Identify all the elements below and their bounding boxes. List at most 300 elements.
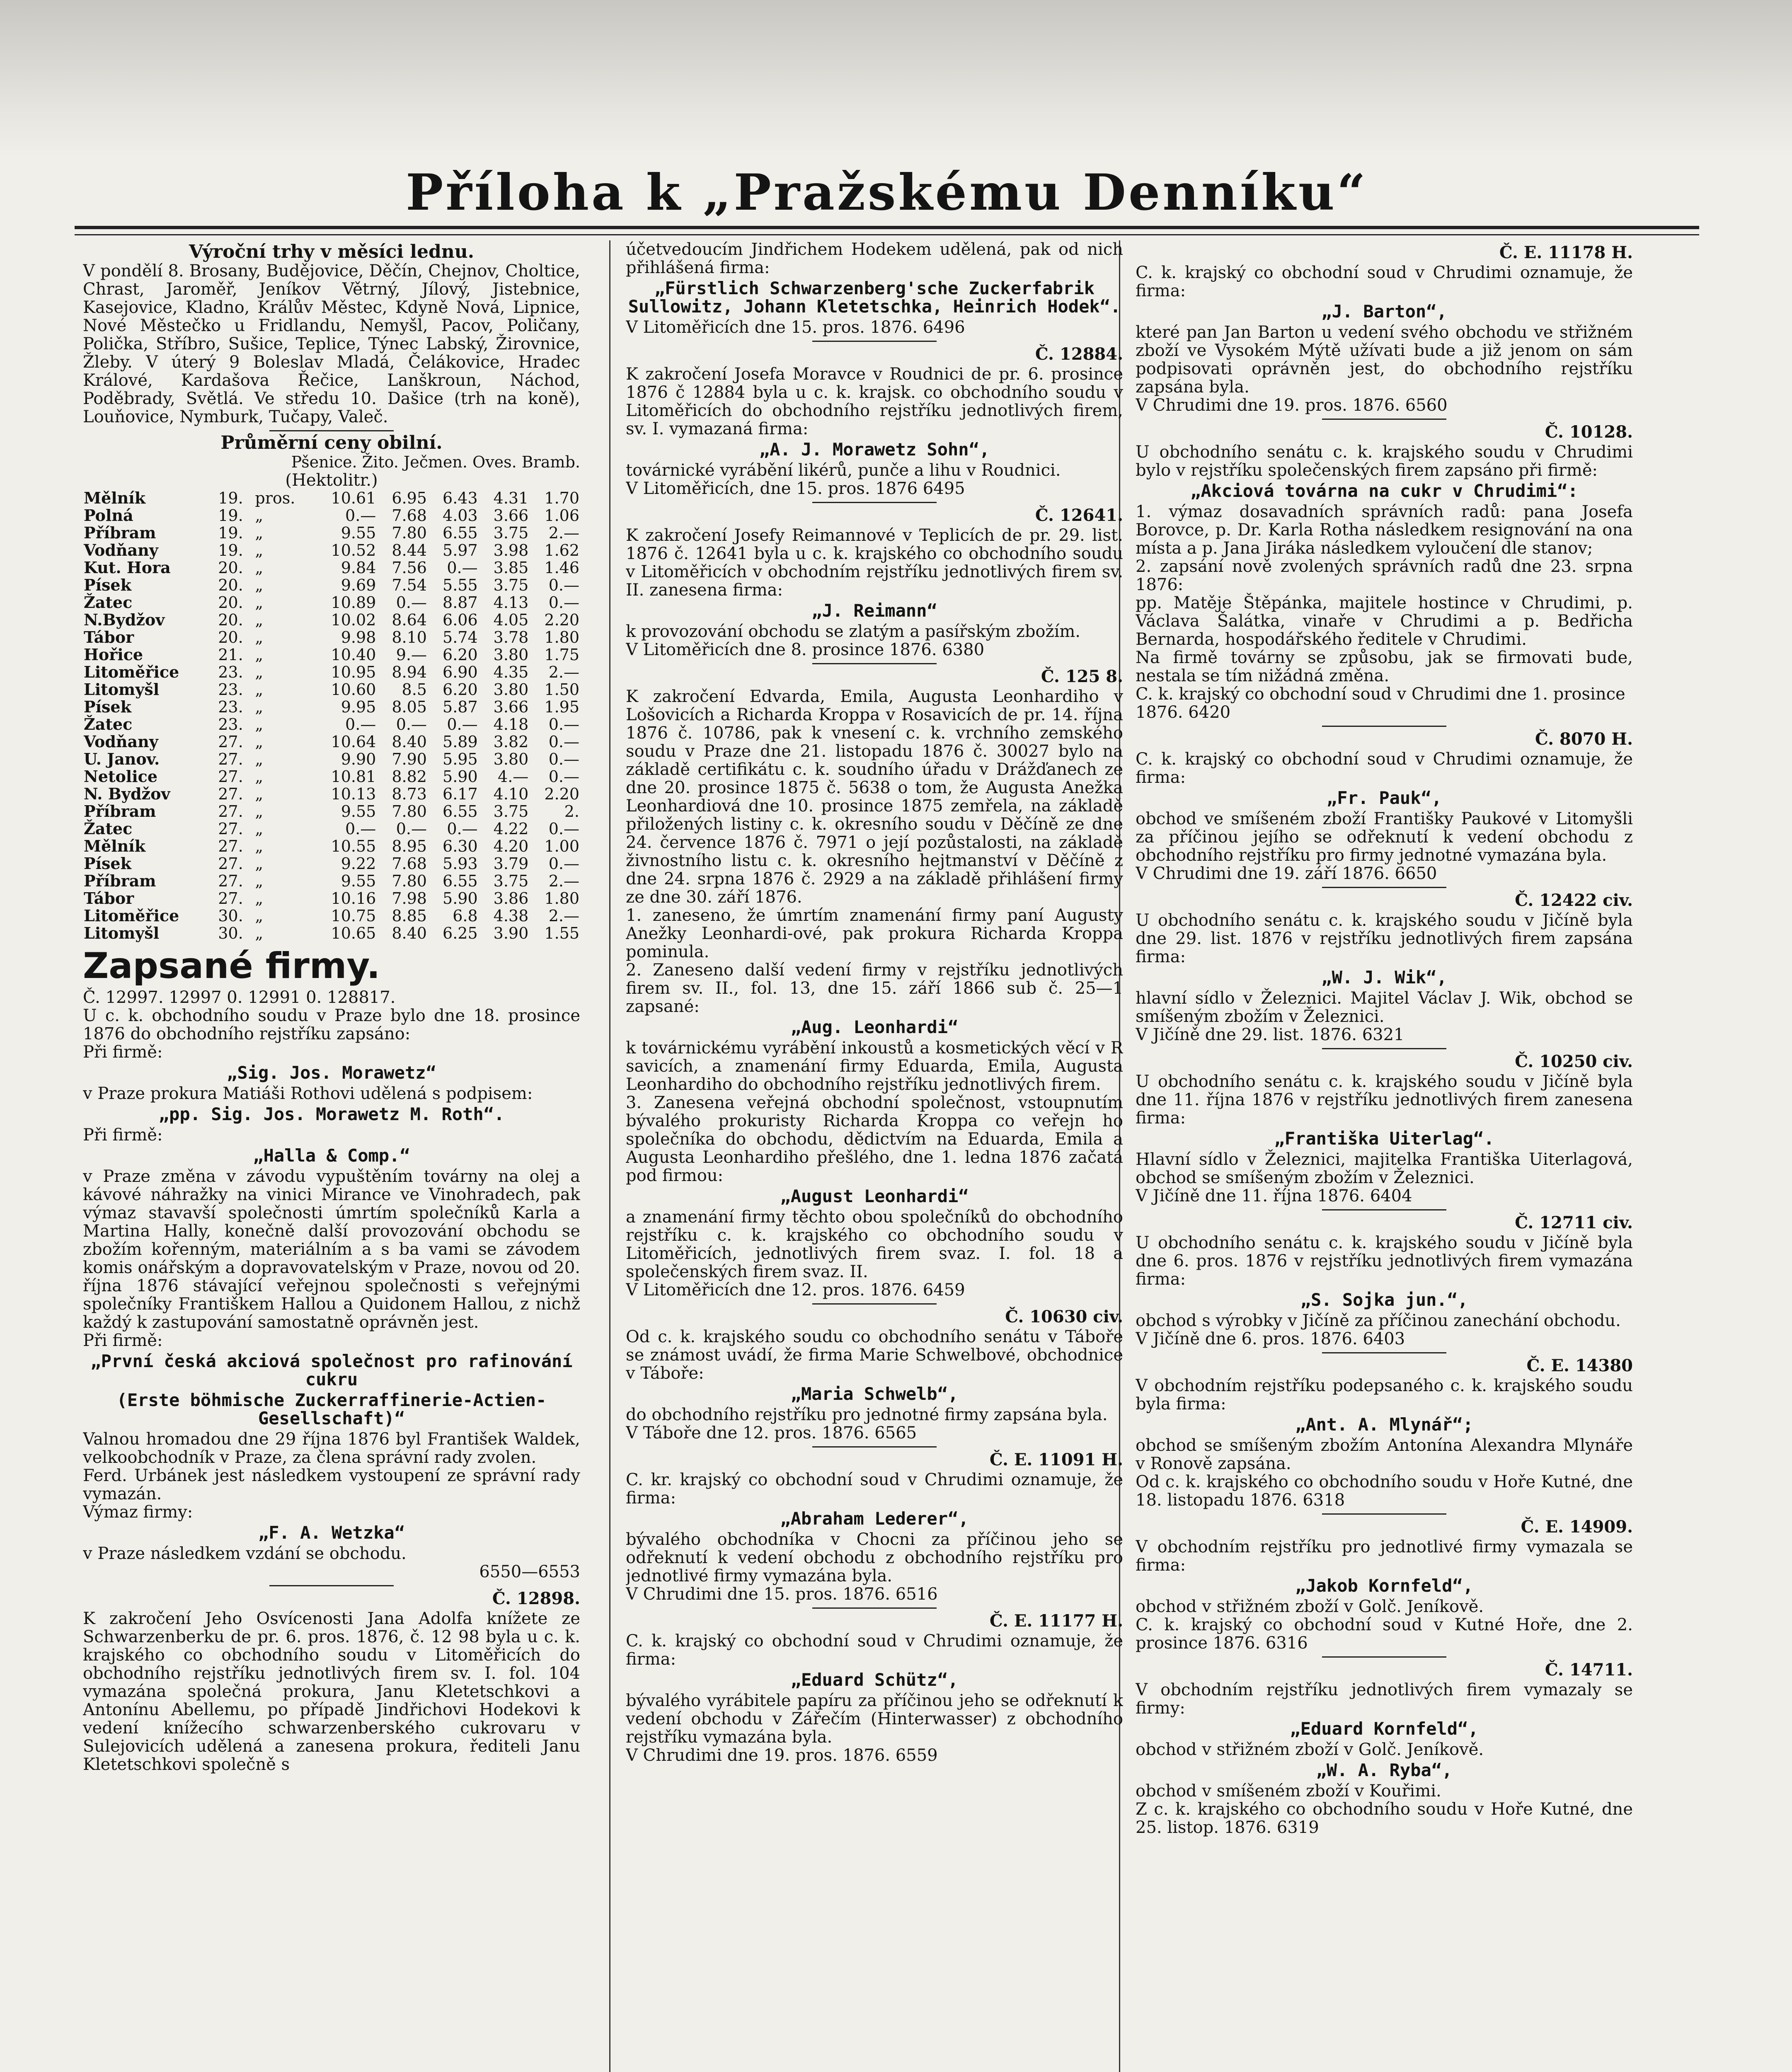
price-cell: 10.64 — [331, 733, 376, 751]
price-cell: Mělník — [84, 837, 146, 855]
entry-paragraph: bývalého obchodníka v Chocni za příčinou jeho se odřeknutí k vedení obchodu z obchodního rejstříku pro jednotlivé firmy vymazána byla. — [626, 1530, 1123, 1585]
entry-paragraph: a znamenání firmy těchto obou společníků do obchodního rejstříku c. k. krajského co obchodního soudu v Litoměřicích, jednotlivých firem svaz. I. fol. 18 a společenských firem svaz. II. — [626, 1208, 1123, 1281]
price-cell: 9.22 — [341, 854, 376, 873]
price-cell: Polná — [84, 506, 133, 525]
price-row — [83, 820, 580, 838]
price-cell: 1.06 — [544, 506, 579, 525]
entry-number: Č. 125 8. — [1041, 667, 1123, 686]
price-cell: 5.90 — [443, 889, 478, 908]
entry-rule — [812, 1303, 937, 1305]
page-header: Příloha k „Pražskému Denníku“ — [406, 163, 1368, 222]
price-row — [83, 542, 580, 559]
entry-line: V Chrudimi dne 19. pros. 1876. 6560 — [1136, 396, 1448, 415]
entry-paragraph: Hlavní sídlo v Železnici, majitelka Františka Uiterlagová, obchod se smíšeným zbožím v Železnici. — [1136, 1150, 1633, 1187]
price-cell: 6.20 — [443, 646, 478, 664]
price-cell: U. Janov. — [84, 750, 160, 768]
entry-number: Č. 12641. — [1035, 506, 1123, 525]
price-cell: 0.— — [345, 506, 376, 525]
price-cell: „ — [255, 733, 264, 751]
entry-paragraph: obchod v střižném zboží v Golč. Jeníkově. — [1136, 1597, 1484, 1616]
entry-paragraph: obchod v smíšeném zboží v Kouřimi. — [1136, 1782, 1441, 1801]
price-cell: 30. — [218, 924, 243, 942]
firm-name: „Halla & Comp.“ — [253, 1145, 410, 1166]
price-cell: 2.— — [548, 872, 579, 890]
entry-line: Č. 12997. 12997 0. 12991 0. 128817. — [83, 988, 396, 1007]
price-cell: „ — [255, 524, 264, 542]
entry-rule — [1322, 887, 1446, 888]
firm-name: „J. Barton“, — [1321, 301, 1447, 322]
entry-paragraph: do obchodního rejstříku pro jednotné firmy zapsána byla. — [626, 1405, 1108, 1424]
price-cell: 0.— — [447, 559, 478, 577]
entry-line: V Chrudimi dne 19. pros. 1876. 6559 — [626, 1746, 938, 1765]
price-cell: 5.55 — [443, 576, 478, 594]
firm-name: „Eduard Schütz“, — [790, 1670, 959, 1690]
entry-rule — [1322, 419, 1446, 420]
firm-name: „F. A. Wetzka“ — [258, 1523, 405, 1543]
price-cell: 0.— — [548, 715, 579, 733]
firms-title: Zapsané firmy. — [83, 945, 380, 987]
entry-paragraph: pp. Matěje Štěpánka, majitele hostince v Chrudimi, p. Václava Šalátka, vinaře v Chrudimi a p. Bedřicha Bernarda, hospodářského ředitele v Chrudimi. — [1136, 593, 1633, 649]
entry-paragraph: Ferd. Urbánek jest následkem vystoupení ze správní rady vymazán. — [83, 1466, 580, 1503]
entry-rule — [812, 1446, 937, 1447]
entry-paragraph: Valnou hromadou dne 29 října 1876 byl František Waldek, velkoobchodník v Praze, za člena správní rady zvolen. — [83, 1430, 580, 1467]
prices-header: Pšenice. Žito. Ječmen. Oves. Bramb. — [291, 453, 580, 471]
column-1 — [83, 240, 580, 2072]
price-cell: 7.68 — [392, 854, 427, 873]
entry-number: Č. 14711. — [1545, 1660, 1633, 1680]
entry-rule — [269, 1585, 394, 1586]
price-row — [83, 559, 580, 576]
entry-line: C. k. krajský co obchodní soud v Chrudimi dne 1. prosince 1876. 6420 — [1136, 685, 1625, 722]
price-cell: 5.97 — [443, 541, 478, 559]
entry-rule — [812, 1607, 937, 1609]
entry-reference: 6550—6553 — [479, 1562, 580, 1581]
price-cell: 20. — [218, 593, 243, 612]
entry-paragraph: 1. výmaz dosavadních správních radů: pana Josefa Borovce, p. Dr. Karla Rotha následkem resignování na ona místa a p. Jana Jiráka následkem vyloučení dle stanov; — [1136, 502, 1633, 558]
price-cell: „ — [255, 820, 264, 838]
entry-line: Při firmě: — [83, 1331, 163, 1350]
price-cell: pros. — [255, 489, 295, 507]
entry-paragraph: k provozování obchodu se zlatým a pasířským zbožím. — [626, 622, 1081, 641]
price-cell: 7.98 — [392, 889, 427, 908]
price-cell: Žatec — [84, 819, 133, 838]
col1-entries — [83, 988, 580, 1774]
price-cell: 3.75 — [493, 524, 529, 542]
price-cell: 9.90 — [341, 750, 376, 768]
price-cell: N.Bydžov — [84, 610, 165, 629]
price-cell: 3.75 — [493, 576, 529, 594]
price-cell: Příbram — [84, 523, 156, 542]
price-cell: 10.13 — [331, 785, 376, 803]
entry-line: V Táboře dne 12. pros. 1876. 6565 — [626, 1423, 917, 1443]
entry-paragraph: hlavní sídlo v Železnici. Majitel Václav J. Wik, obchod se smíšeným zbožím v Železnici. — [1136, 989, 1633, 1026]
price-cell: 3.75 — [493, 802, 529, 821]
entry-number: Č. E. 14909. — [1521, 1517, 1633, 1537]
price-cell: 19. — [218, 524, 243, 542]
entry-paragraph: obchod ve smíšeném zboží Františky Paukové v Litomyšli za příčinou jejího se odřeknutí k vedení obchodu z obchodního rejstříku pro firmy jednotné vymazána byla. — [1136, 809, 1633, 865]
entry-line: V Jičíně dne 6. pros. 1876. 6403 — [1136, 1329, 1405, 1348]
price-cell: 0.— — [447, 820, 478, 838]
entry-rule — [812, 663, 937, 664]
price-row — [83, 803, 580, 820]
entry-paragraph: bývalého vyrábitele papíru za příčinou jeho se odřeknutí k vedení obchodu v Zářečím (Hinterwasser) z obchodního rejstříku vymazána byla. — [626, 1691, 1123, 1747]
entry-line: V Jičíně dne 29. list. 1876. 6321 — [1136, 1025, 1405, 1044]
price-cell: „ — [255, 663, 264, 681]
price-cell: „ — [255, 506, 264, 525]
entry-line: V Litoměřicích dne 15. pros. 1876. 6496 — [626, 318, 965, 337]
price-cell: 4.— — [498, 767, 529, 786]
price-cell: „ — [255, 680, 264, 699]
price-cell: 6.8 — [453, 907, 478, 925]
entry-number: Č. E. 11091 H. — [989, 1450, 1123, 1469]
price-cell: 20. — [218, 576, 243, 594]
price-cell: 10.60 — [331, 680, 376, 699]
price-cell: 10.61 — [331, 489, 376, 507]
price-cell: 20. — [218, 611, 243, 629]
entry-paragraph: V obchodním rejstříku jednotlivých firem vymazaly se firmy: — [1136, 1680, 1633, 1718]
price-row — [83, 750, 580, 768]
fairs-text — [83, 262, 580, 426]
price-cell: 9.— — [396, 646, 427, 664]
firm-name: „August Leonhardi“ — [780, 1186, 969, 1206]
prices-title: Průměrní ceny obilní. — [220, 432, 443, 453]
price-cell: 3.98 — [493, 541, 529, 559]
price-cell: 4.22 — [493, 820, 529, 838]
price-cell: 6.55 — [443, 524, 478, 542]
price-cell: 6.06 — [443, 611, 478, 629]
price-row — [83, 489, 580, 507]
firm-name: „pp. Sig. Jos. Morawetz M. Roth“. — [158, 1104, 505, 1124]
price-cell: 20. — [218, 628, 243, 646]
entry-paragraph: k továrnickému vyrábění inkoustů a kosmetických věcí v R savicích, a znamenání firmy Eduarda, Emila, Augusta Leonhardiho do obchodního rejstříku jednotlivých firem. — [626, 1038, 1123, 1094]
entry-number: Č. 12711 civ. — [1515, 1213, 1633, 1232]
price-cell: 1.75 — [544, 646, 579, 664]
entry-number: Č. 10250 civ. — [1515, 1052, 1633, 1071]
price-cell: 8.40 — [392, 733, 427, 751]
price-cell: 3.86 — [493, 889, 529, 908]
price-cell: 6.95 — [392, 489, 427, 507]
price-cell: 3.90 — [493, 924, 529, 942]
price-cell: 20. — [218, 559, 243, 577]
price-row — [83, 646, 580, 663]
price-cell: 7.54 — [392, 576, 427, 594]
firm-name: „Aug. Leonhardi“ — [790, 1017, 959, 1037]
price-row — [83, 838, 580, 855]
entry-rule — [1322, 726, 1446, 727]
price-cell: 10.75 — [331, 907, 376, 925]
entry-number: Č. 12884. — [1035, 344, 1123, 364]
entry-paragraph: C. k. krajský co obchodní soud v Chrudimi oznamuje, že firma: — [1136, 263, 1633, 300]
entry-number: Č. 12422 civ. — [1515, 891, 1633, 910]
entry-paragraph: v Praze změna v závodu vypuštěním továrny na olej a kávové náhražky na vinici Mirance ve Vinohradech, pak výmaz stavavší společnosti úmrtím společníků Karla a Martina Hally, konečně další provozování obchodu se zbožím kořenným, materiálním a s ba vami se závodem komis onářským a dopravovatelským v Praze, novou od 20. října 1876 stávající veřejnou společnosti s veřejnými společníky Františkem Hallou a Quidonem Hallou, z nichž každý k zastupování samostatně oprávněn jest. — [83, 1167, 580, 1332]
price-cell: 23. — [218, 698, 243, 716]
entry-paragraph: Od c. k. krajského soudu co obchodního senátu v Táboře se známost uvádí, že firma Marie Schwelbové, obchodnice v Táboře: — [626, 1327, 1123, 1383]
price-row — [83, 872, 580, 890]
price-cell: 0.— — [548, 854, 579, 873]
entry-rule — [1322, 1048, 1446, 1049]
price-cell: 4.18 — [493, 715, 529, 733]
price-cell: 8.87 — [443, 593, 478, 612]
price-cell: 4.03 — [443, 506, 478, 525]
entry-number: Č. E. 14380 — [1526, 1356, 1633, 1375]
price-cell: 6.20 — [443, 680, 478, 699]
price-cell: 3.85 — [493, 559, 529, 577]
entry-paragraph: které pan Jan Barton u vedení svého obchodu ve střižném zboží ve Vysokém Mýtě užívati bude a již jenom on sám podpisovati oprávněn jest, do obchodního rejstříku zapsána byla. — [1136, 323, 1633, 397]
entry-number: Č. 12898. — [492, 1589, 580, 1608]
price-cell: 4.35 — [493, 663, 529, 681]
price-cell: Písek — [84, 697, 131, 716]
price-cell: 27. — [218, 767, 243, 786]
price-cell: 8.85 — [392, 907, 427, 925]
price-cell: 8.44 — [392, 541, 427, 559]
price-cell: 5.95 — [443, 750, 478, 768]
price-cell: 3.66 — [493, 506, 529, 525]
entry-line: V Chrudimi dne 19. září 1876. 6650 — [1136, 864, 1437, 883]
price-row — [83, 524, 580, 542]
price-cell: Tábor — [84, 628, 134, 646]
price-row — [83, 576, 580, 594]
entry-paragraph: 3. Zanesena veřejná obchodní společnost, vstoupnutím bývalého prokuristy Richarda Kroppa co veřejn ho společníka do obchodu, dědictvím na Eduarda, Emila a Augusta Leonhardiho přešlého, dne 1. ledna 1876 začatá pod firmou: — [626, 1093, 1123, 1185]
price-cell: 9.84 — [341, 559, 376, 577]
price-cell: Žatec — [84, 715, 133, 733]
price-cell: 2.20 — [544, 611, 579, 629]
price-cell: 27. — [218, 802, 243, 821]
price-cell: „ — [255, 924, 264, 942]
price-cell: 10.16 — [331, 889, 376, 908]
price-cell: 10.81 — [331, 767, 376, 786]
entry-paragraph: C. kr. krajský co obchodní soud v Chrudimi oznamuje, že firma: — [626, 1470, 1123, 1508]
price-cell: Kut. Hora — [84, 558, 171, 577]
price-cell: 3.80 — [493, 750, 529, 768]
firm-name: „Fr. Pauk“, — [1326, 788, 1442, 808]
entry-paragraph: 2. zapsání nově zvolených správních radů dne 23. srpna 1876: — [1136, 557, 1633, 594]
price-cell: 27. — [218, 854, 243, 873]
price-cell: Mělník — [84, 489, 146, 507]
price-row — [83, 698, 580, 716]
price-cell: 3.79 — [493, 854, 529, 873]
price-cell: 3.75 — [493, 872, 529, 890]
entry-paragraph: účetvedoucím Jindřichem Hodekem udělená, pak od nich přihlášená firma: — [626, 240, 1123, 277]
price-cell: 6.55 — [443, 872, 478, 890]
price-cell: N. Bydžov — [84, 784, 170, 803]
entry-paragraph: C. k. krajský co obchodní soud v Chrudimi oznamuje, že firma: — [626, 1631, 1123, 1669]
entry-line: Výmaz firmy: — [83, 1503, 193, 1522]
price-cell: 8.05 — [392, 698, 427, 716]
price-cell: „ — [255, 767, 264, 786]
price-cell: 4.20 — [493, 837, 529, 855]
entry-rule — [1322, 1352, 1446, 1353]
entry-paragraph: U obchodního senátu c. k. krajského soudu v Chrudimi bylo v rejstříku společenských firem zapsáno při firmě: — [1136, 443, 1633, 480]
price-cell: 4.38 — [493, 907, 529, 925]
section-rule — [269, 430, 394, 431]
price-cell: 2.— — [548, 524, 579, 542]
entry-line: v Praze následkem vzdání se obchodu. — [83, 1544, 407, 1563]
price-cell: 10.65 — [331, 924, 376, 942]
price-cell: 8.94 — [392, 663, 427, 681]
header-rule-thick — [75, 226, 1699, 229]
price-row — [83, 907, 580, 925]
price-cell: „ — [255, 611, 264, 629]
entry-number: Č. 8070 H. — [1535, 729, 1633, 749]
entry-line: V Chrudimi dne 15. pros. 1876. 6516 — [626, 1585, 938, 1604]
price-cell: Písek — [84, 576, 131, 594]
firm-name: „Ant. A. Mlynář“; — [1295, 1414, 1473, 1435]
price-cell: 4.10 — [493, 785, 529, 803]
entry-paragraph: obchod v střižném zboží v Golč. Jeníkově. — [1136, 1740, 1484, 1759]
entry-paragraph: K zakročení Josefy Reimannové v Teplicích de pr. 29. list. 1876 č. 12641 byla u c. k. krajského co obchodního soudu v Litoměřicích v obchodním rejstříku jednotlivých firem sv. II. zanesena firma: — [626, 526, 1123, 600]
price-cell: 4.13 — [493, 593, 529, 612]
column-divider-1 — [609, 240, 610, 2072]
entry-paragraph: U obchodního senátu c. k. krajského soudu v Jičíně byla dne 11. října 1876 v rejstříku jednotlivých firem zanesena firma: — [1136, 1072, 1633, 1128]
price-cell: 6.25 — [443, 924, 478, 942]
entry-paragraph: U c. k. obchodního soudu v Praze bylo dne 18. prosince 1876 do obchodního rejstříku zapsáno: — [83, 1006, 580, 1043]
entry-paragraph: K zakročení Josefa Moravce v Roudnici de pr. 6. prosince 1876 č 12884 byla u c. k. krajsk. co obchodního soudu v Litoměřicích do obchodního rejstříku jednotlivých firem, sv. I. vymazaná firma: — [626, 365, 1123, 438]
price-cell: 1.80 — [544, 889, 579, 908]
price-cell: 30. — [218, 907, 243, 925]
price-cell: 3.80 — [493, 680, 529, 699]
price-cell: 5.90 — [443, 767, 478, 786]
entry-paragraph: obchod s výrobky v Jičíně za příčinou zanechání obchodu. — [1136, 1311, 1621, 1330]
price-cell: „ — [255, 593, 264, 612]
firm-name: „A. J. Morawetz Sohn“, — [759, 439, 990, 460]
price-cell: 6.30 — [443, 837, 478, 855]
price-cell: 5.93 — [443, 854, 478, 873]
price-row — [83, 716, 580, 733]
price-cell: 10.40 — [331, 646, 376, 664]
price-row — [83, 663, 580, 681]
price-cell: 5.89 — [443, 733, 478, 751]
price-cell: „ — [255, 837, 264, 855]
price-cell: 8.5 — [402, 680, 427, 699]
price-cell: 5.74 — [443, 628, 478, 646]
column-2 — [626, 240, 1123, 2072]
price-cell: „ — [255, 785, 264, 803]
price-cell: 9.98 — [341, 628, 376, 646]
fairs-title: Výroční trhy v měsíci lednu. — [189, 241, 475, 262]
price-cell: „ — [255, 872, 264, 890]
price-cell: 1.62 — [544, 541, 579, 559]
entry-paragraph: U obchodního senátu c. k. krajského soudu v Jičíně byla dne 29. list. 1876 v rejstříku jednotlivých firem zapsána firma: — [1136, 911, 1633, 966]
price-cell: 0.— — [548, 733, 579, 751]
price-row — [83, 681, 580, 698]
price-cell: 2.— — [548, 663, 579, 681]
price-cell: „ — [255, 889, 264, 908]
price-row — [83, 925, 580, 942]
price-cell: 8.95 — [392, 837, 427, 855]
firm-name: „Fürstlich Schwarzenberg'sche Zuckerfabrik Sullowitz, Johann Kletetschka, Heinrich Hodek“. — [628, 278, 1121, 317]
entry-number: Č. E. 11177 H. — [989, 1611, 1123, 1631]
price-cell: 9.55 — [341, 524, 376, 542]
col2-entries — [626, 240, 1123, 1765]
entry-rule — [1322, 1513, 1446, 1515]
price-cell: 3.66 — [493, 698, 529, 716]
price-cell: 4.05 — [493, 611, 529, 629]
entry-rule — [812, 341, 937, 342]
entry-line: Při firmě: — [83, 1043, 163, 1062]
entry-paragraph: továrnické vyrábění likérů, punče a lihu v Roudnici. — [626, 461, 1061, 480]
entry-paragraph: K zakročení Jeho Osvícenosti Jana Adolfa knížete ze Schwarzenberku de pr. 6. pros. 1876, č. 12 98 byla u c. k. krajského co obchodního soudu v Litoměřicích do obchodního rejstříku jednotlivých firem sv. I. fol. 104 vymazána společná prokura, Janu Kletetschkovi a Antonínu Abellemu, po případě Jindřichovi Hodekovi k vedení knížecího schwarzenberského cukrovaru v Sulejovicích udělená a zanesena prokura, řediteli Janu Kletetschkovi společně s — [83, 1609, 580, 1774]
entry-number: Č. 10128. — [1545, 422, 1633, 442]
price-cell: 1.80 — [544, 628, 579, 646]
price-cell: 27. — [218, 733, 243, 751]
price-cell: 9.69 — [341, 576, 376, 594]
entry-paragraph: V obchodním rejstříku pro jednotlivé firmy vymazala se firma: — [1136, 1537, 1633, 1575]
prices-unit: (Hektolitr.) — [285, 471, 378, 490]
price-cell: 5.87 — [443, 698, 478, 716]
firm-name: „W. A. Ryba“, — [1316, 1760, 1453, 1780]
price-cell: 19. — [218, 506, 243, 525]
price-cell: 27. — [218, 750, 243, 768]
price-cell: 1.50 — [544, 680, 579, 699]
price-cell: „ — [255, 907, 264, 925]
entry-paragraph: V obchodním rejstříku podepsaného c. k. krajského soudu byla firma: — [1136, 1376, 1633, 1414]
price-cell: „ — [255, 576, 264, 594]
price-cell: 6.17 — [443, 785, 478, 803]
price-cell: Tábor — [84, 889, 134, 908]
price-cell: Litoměřice — [84, 663, 179, 681]
price-cell: Příbram — [84, 871, 156, 890]
price-cell: Vodňany — [84, 732, 158, 751]
firm-name: „Jakob Kornfeld“, — [1295, 1576, 1473, 1596]
entry-paragraph: 2. Zaneseno další vedení firmy v rejstříku jednotlivých firem sv. II., fol. 13, dne 15. září 1866 sub č. 25—1 zapsané: — [626, 961, 1123, 1016]
price-cell: 27. — [218, 785, 243, 803]
price-row — [83, 768, 580, 785]
price-cell: 0.— — [548, 576, 579, 594]
price-cell: „ — [255, 541, 264, 559]
price-cell: 3.82 — [493, 733, 529, 751]
price-cell: 8.40 — [392, 924, 427, 942]
price-cell: 23. — [218, 680, 243, 699]
price-cell: 7.68 — [392, 506, 427, 525]
price-cell: 7.56 — [392, 559, 427, 577]
price-cell: 3.80 — [493, 646, 529, 664]
entry-paragraph: v Praze prokura Matiáši Rothovi udělená s podpisem: — [83, 1084, 533, 1103]
price-cell: 10.52 — [331, 541, 376, 559]
entry-rule — [1322, 1656, 1446, 1658]
price-cell: 8.10 — [392, 628, 427, 646]
price-row — [83, 629, 580, 646]
price-cell: Písek — [84, 854, 131, 873]
price-cell: 0.— — [548, 750, 579, 768]
price-cell: 7.80 — [392, 872, 427, 890]
price-cell: 0.— — [396, 820, 427, 838]
price-cell: 7.90 — [392, 750, 427, 768]
price-cell: „ — [255, 628, 264, 646]
price-cell: 10.55 — [331, 837, 376, 855]
price-cell: 2.20 — [544, 785, 579, 803]
price-row — [83, 733, 580, 750]
entry-paragraph: K zakročení Edvarda, Emila, Augusta Leonhardiho v Lošovicích a Richarda Kroppa v Rosavicích de pr. 14. října 1876 č. 10786, pak k vnesení c. k. vrchního zemského soudu v Praze dne 21. listopadu 1876 č. 30027 bylo na základě certifikátu c. k. soudního úřadu v Drážďanech ze dne 20. prosince 1875 č. 5638 o tom, že Augusta Anežka Leonhardiová dne 10. prosince 1875 zemřela, na základě přiložených listiny c. k. okresního soudu v Děčíně ze dne 24. července 1876 č. 7971 o její pozůstalosti, na základě živnostního listu c. k. okresního hejtmanství v Děčíně z dne 24. srpna 1876 č. 2929 a na základě přihlášení firmy ze dne 30. září 1876. — [626, 687, 1123, 907]
firm-name: „J. Reimann“ — [811, 600, 937, 621]
price-row — [83, 855, 580, 872]
price-cell: 1.70 — [544, 489, 579, 507]
price-cell: 1.46 — [544, 559, 579, 577]
entry-line: V Litoměřicích dne 8. prosince 1876. 6380 — [626, 640, 985, 659]
firm-name: „Abraham Lederer“, — [780, 1508, 969, 1529]
price-cell: Žatec — [84, 593, 133, 612]
entry-number: Č. 10630 civ. — [1005, 1307, 1123, 1326]
price-cell: „ — [255, 750, 264, 768]
price-cell: 0.— — [396, 593, 427, 612]
price-cell: 3.78 — [493, 628, 529, 646]
firm-name: „První česká akciová společnost pro rafinování cukru — [90, 1351, 573, 1389]
price-cell: Litomyšl — [84, 924, 160, 942]
entry-paragraph: U obchodního senátu c. k. krajského soudu v Jičíně byla dne 6. pros. 1876 v rejstříku jednotlivých firem vymazána firma: — [1136, 1233, 1633, 1289]
price-cell: 0.— — [447, 715, 478, 733]
price-cell: 0.— — [548, 593, 579, 612]
price-cell: 9.95 — [341, 698, 376, 716]
header-rule-thin — [75, 234, 1699, 235]
